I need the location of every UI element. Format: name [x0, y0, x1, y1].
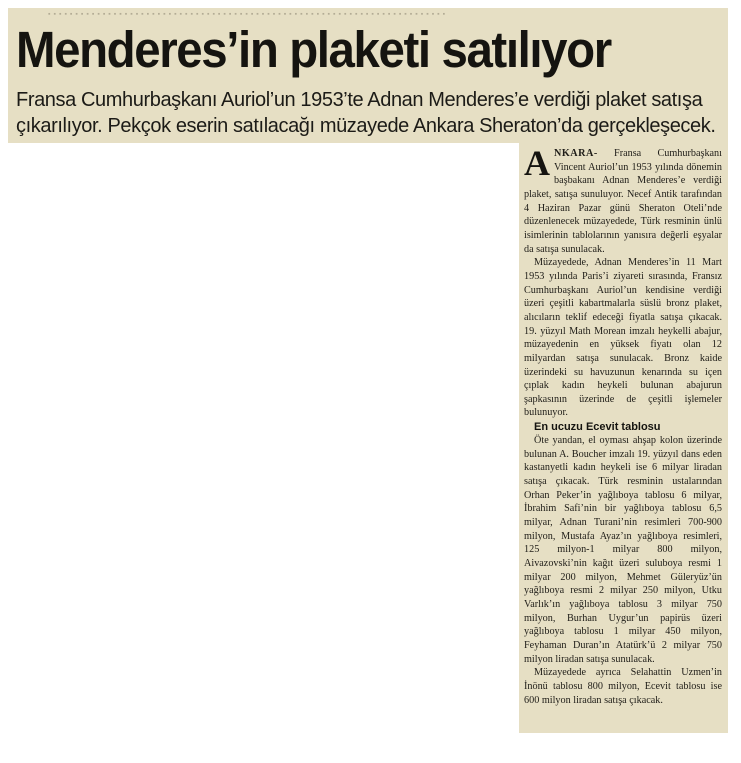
subheading: En ucuzu Ecevit tablosu — [534, 421, 661, 434]
lead-text: Fransa Cumhurbaşkanı Vincent Auriol’un 1953 yılında dönemin başbakanı Adnan Menderes’e verdiği plaket, satışa sunuluyor. Necef Antik tarafından 4 Haziran Pazar günü Sheraton Oteli’nde düzenlenecek müzayedede, Türk resminin ünlü isimlerinin tablolarının yanısıra değerli eşyalar da satışa sunulacak. — [524, 148, 722, 255]
article-column — [519, 143, 728, 733]
show-through-decoration: ▪▪▪▪▪▪▪▪▪▪▪▪▪▪▪▪▪▪▪▪▪▪▪▪▪▪▪▪▪▪▪▪▪▪▪▪▪▪▪▪▪▪▪▪▪▪▪▪▪▪▪▪▪▪▪▪▪▪▪▪▪▪▪▪▪▪▪▪▪▪▪▪▪ — [48, 10, 449, 16]
article-headline: Menderes’in plaketi satılıyor — [16, 21, 611, 78]
paragraph: Öte yandan, el oyması ahşap kolon üzerinde bulunan A. Boucher imzalı 19. yüzyıl dans eden kastanyetli kadın heykeli ise 6 milyar liradan satışa çıkacak. Türk resminin ustalarından Orhan Peker’in yağlıboya tablosu 6 milyar, İbrahim Safi’nin bir yağlıboya tablosu 6,5 milyar, Adnan Turani’nin resimleri 700-900 milyon, Mustafa Ayaz’ın yağlıboya resimleri, 125 milyon-1 milyar 800 milyon, Aivazovski’nin kağıt üzeri suluboya resmi 1 milyar 200 milyon, Mehmet Güleryüz’ün yağlıboya resmi 2 milyar 250 milyon, Utku Varlık’ın yağlıboya tablosu 3 milyar 750 milyon, Burhan Uygur’un papirüs üzeri yağlıboya tablosu 1 milyar 450 milyon, Feyhaman Duran’ın Atatürk’ü 2 milyar 750 milyon liradan satışa sunulacak. — [524, 435, 722, 665]
paragraph: Müzayedede, Adnan Menderes’in 11 Mart 1953 yılında Paris’i ziyareti sırasında, Fransız Cumhurbaşkanı Auriol’un kendisine verdiği üzeri çeşitli kabartmalarla süslü bronz plaket, alıcıların teklif edeceği fiyatla satışa çıkacak. 19. yüzyıl Math Morean imzalı heykelli abajur, müzayedenin en yüksek fiyatı olan 12 milyardan satışa sunulacak. Bronz kaide üzerindeki su havuzunun kenarında su içen çıplak kadın heykeli bulunan abajurun şapkasının üzerinde de çeşitli işlemeler bulunuyor. — [524, 257, 722, 419]
article-deck — [16, 87, 726, 139]
article-body — [524, 143, 722, 707]
headline-block — [8, 8, 728, 143]
dateline: NKARA- — [554, 148, 598, 159]
deck-line-2: çıkarılıyor. Pekçok eserin satılacağı müzayede Ankara Sheraton’da gerçekleşecek. — [16, 115, 716, 137]
deck-line-1: Fransa Cumhurbaşkanı Auriol’un 1953’te Adnan Menderes’e verdiği plaket satışa — [16, 89, 703, 111]
paragraph: Müzayedede ayrıca Selahattin Uzmen’in İnönü tablosu 800 milyon, Ecevit tablosu ise 600 milyon liradan satışa çıkacak. — [524, 667, 722, 706]
drop-cap: A — [524, 143, 550, 183]
paragraph-lead — [524, 143, 722, 256]
